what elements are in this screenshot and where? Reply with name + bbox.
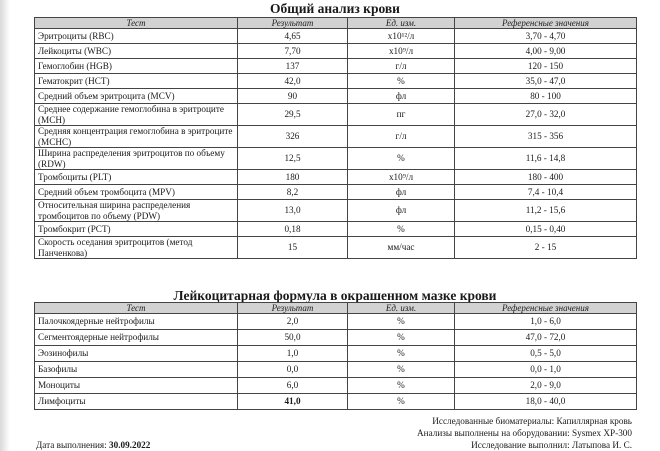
leukocyte-table: [34, 302, 637, 410]
reference-cell: 315 - 356: [455, 126, 637, 148]
result-cell: 7,70: [238, 44, 348, 59]
reference-cell: 80 - 100: [455, 89, 637, 104]
test-name-cell: Скорость оседания эритроцитов (метод Панченкова): [35, 237, 238, 259]
table-row: [35, 29, 637, 44]
result-cell: 8,2: [238, 185, 348, 200]
test-name-cell: Гематокрит (HCT): [35, 74, 238, 89]
reference-cell: 27,0 - 32,0: [455, 104, 637, 126]
column-header-reference: Референсные значения: [455, 303, 637, 314]
blood-test-title: Общий анализ крови: [270, 1, 400, 16]
table-row: [35, 222, 637, 237]
reference-cell: 2 - 15: [455, 237, 637, 259]
result-cell: 137: [238, 59, 348, 74]
unit-cell: фл: [348, 185, 455, 200]
column-header-unit: Ед. изм.: [348, 303, 455, 314]
unit-cell: %: [348, 394, 455, 410]
unit-cell: %: [348, 330, 455, 346]
reference-cell: 11,2 - 15,6: [455, 200, 637, 222]
reference-cell: 180 - 400: [455, 170, 637, 185]
unit-cell: %: [348, 74, 455, 89]
unit-cell: %: [348, 346, 455, 362]
table-row: [35, 170, 637, 185]
table-row: [35, 104, 637, 126]
table-row: [35, 74, 637, 89]
test-name-cell: Относительная ширина распределения тромбоцитов по объему (PDW): [35, 200, 238, 222]
table-row: [35, 44, 637, 59]
unit-cell: мм/час: [348, 237, 455, 259]
unit-cell: %: [348, 222, 455, 237]
result-cell: 1,0: [238, 346, 348, 362]
test-name-cell: Базофилы: [35, 362, 238, 378]
column-header-test: Тест: [35, 303, 238, 314]
result-cell: 0,0: [238, 362, 348, 378]
reference-cell: 11,6 - 14,8: [455, 148, 637, 170]
reference-cell: 0,15 - 0,40: [455, 222, 637, 237]
test-name-cell: Тромбокрит (PCT): [35, 222, 238, 237]
page-edge-shadow: [0, 0, 10, 451]
result-cell: 4,65: [238, 29, 348, 44]
test-name-cell: Моноциты: [35, 378, 238, 394]
test-name-cell: Средний объем эритроцита (MCV): [35, 89, 238, 104]
unit-cell: %: [348, 314, 455, 330]
table-row: [35, 126, 637, 148]
table-row: [35, 314, 637, 330]
column-header-reference: Референсные значения: [455, 18, 637, 29]
unit-cell: фл: [348, 200, 455, 222]
result-cell: 13,0: [238, 200, 348, 222]
column-header-test: Тест: [35, 18, 238, 29]
table-row: [35, 148, 637, 170]
reference-cell: 35,0 - 47,0: [455, 74, 637, 89]
test-name-cell: Эозинофилы: [35, 346, 238, 362]
reference-cell: 18,0 - 40,0: [455, 394, 637, 410]
reference-cell: 4,00 - 9,00: [455, 44, 637, 59]
reference-cell: 2,0 - 9,0: [455, 378, 637, 394]
column-header-result: Результат: [238, 303, 348, 314]
result-cell: 90: [238, 89, 348, 104]
performer-note: Исследование выполнил: Латыпова И. С.: [471, 440, 632, 450]
test-name-cell: Средний объем тромбоцита (MPV): [35, 185, 238, 200]
result-cell: 50,0: [238, 330, 348, 346]
unit-cell: г/л: [348, 126, 455, 148]
result-cell: 0,18: [238, 222, 348, 237]
unit-cell: г/л: [348, 59, 455, 74]
table-row: [35, 200, 637, 222]
test-name-cell: Лимфоциты: [35, 394, 238, 410]
unit-cell: x10¹²/л: [348, 29, 455, 44]
table-row: [35, 59, 637, 74]
test-name-cell: Средняя концентрация гемоглобина в эритроците (MCHC): [35, 126, 238, 148]
test-name-cell: Эритроциты (RBC): [35, 29, 238, 44]
reference-cell: 0,0 - 1,0: [455, 362, 637, 378]
reference-cell: 120 - 150: [455, 59, 637, 74]
blood-test-table: [34, 17, 637, 259]
table-row: [35, 330, 637, 346]
reference-cell: 7,4 - 10,4: [455, 185, 637, 200]
unit-cell: %: [348, 362, 455, 378]
result-cell: 41,0: [238, 394, 348, 410]
test-name-cell: Лейкоциты (WBC): [35, 44, 238, 59]
unit-cell: фл: [348, 89, 455, 104]
test-name-cell: Палочкоядерные нейтрофилы: [35, 314, 238, 330]
unit-cell: x10⁹/л: [348, 44, 455, 59]
result-cell: 42,0: [238, 74, 348, 89]
unit-cell: пг: [348, 104, 455, 126]
table-row: [35, 394, 637, 410]
leukocyte-formula-title: Лейкоцитарная формула в окрашенном мазке крови: [173, 288, 497, 303]
table-row: [35, 185, 637, 200]
reference-cell: 3,70 - 4,70: [455, 29, 637, 44]
execution-date-value: 30.09.2022: [109, 440, 151, 450]
test-name-cell: Гемоглобин (HGB): [35, 59, 238, 74]
result-cell: 2,0: [238, 314, 348, 330]
table-row: [35, 346, 637, 362]
result-cell: 6,0: [238, 378, 348, 394]
test-name-cell: Среднее содержание гемоглобина в эритроците (MCH): [35, 104, 238, 126]
biomaterial-note: Исследованные биоматериалы: Капиллярная кровь: [432, 416, 632, 426]
result-cell: 15: [238, 237, 348, 259]
unit-cell: %: [348, 148, 455, 170]
reference-cell: 1,0 - 6,0: [455, 314, 637, 330]
test-name-cell: Сегментоядерные нейтрофилы: [35, 330, 238, 346]
execution-date-label: Дата выполнения:: [36, 440, 107, 450]
table-row: [35, 89, 637, 104]
reference-cell: 0,5 - 5,0: [455, 346, 637, 362]
table-header-row: [35, 18, 637, 29]
test-name-cell: Тромбоциты (PLT): [35, 170, 238, 185]
result-cell: 326: [238, 126, 348, 148]
test-name-cell: Ширина распределения эритроцитов по объему (RDW): [35, 148, 238, 170]
table-row: [35, 237, 637, 259]
table-row: [35, 378, 637, 394]
unit-cell: x10⁹/л: [348, 170, 455, 185]
column-header-unit: Ед. изм.: [348, 18, 455, 29]
unit-cell: %: [348, 378, 455, 394]
reference-cell: 47,0 - 72,0: [455, 330, 637, 346]
column-header-result: Результат: [238, 18, 348, 29]
execution-date: [36, 440, 150, 450]
table-row: [35, 362, 637, 378]
result-cell: 180: [238, 170, 348, 185]
table-header-row: [35, 303, 637, 314]
result-cell: 12,5: [238, 148, 348, 170]
equipment-note: Анализы выполнены на оборудовании: Sysmex XP-300: [417, 428, 632, 438]
result-cell: 29,5: [238, 104, 348, 126]
